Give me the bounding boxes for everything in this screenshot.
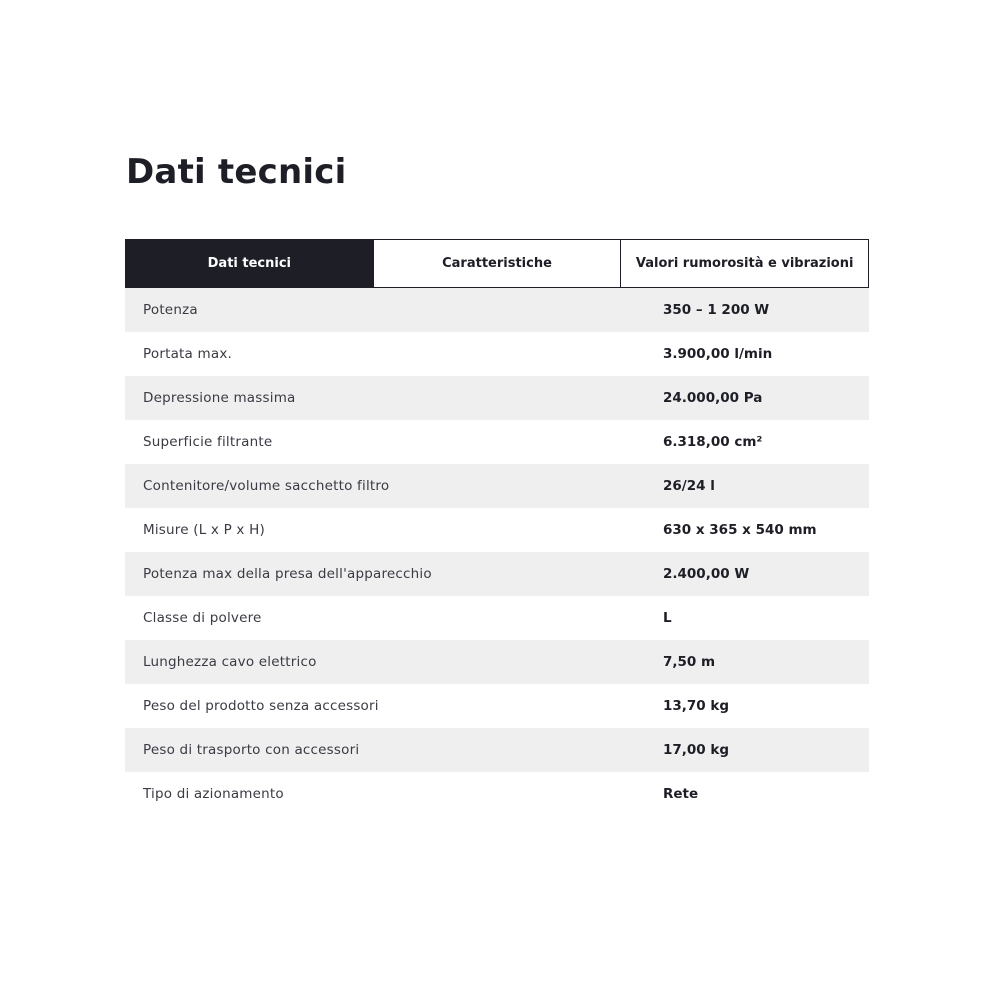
spec-label: Peso di trasporto con accessori [143, 742, 360, 758]
spec-value: 3.900,00 l/min [663, 346, 773, 362]
tab-bar [125, 239, 869, 288]
spec-value: 7,50 m [663, 654, 716, 670]
spec-label: Portata max. [143, 346, 232, 362]
page-title: Dati tecnici [126, 152, 347, 192]
spec-label: Potenza [143, 302, 198, 318]
spec-label: Potenza max della presa dell'apparecchio [143, 566, 432, 582]
spec-label: Classe di polvere [143, 610, 262, 626]
spec-value: 13,70 kg [663, 698, 730, 714]
spec-table [125, 288, 869, 816]
spec-value: 350 – 1 200 W [663, 302, 770, 318]
table-row [125, 772, 869, 816]
spec-value: 26/24 l [663, 478, 715, 494]
table-row [125, 596, 869, 640]
spec-label: Contenitore/volume sacchetto filtro [143, 478, 390, 494]
spec-value: 24.000,00 Pa [663, 390, 763, 406]
spec-value: 17,00 kg [663, 742, 730, 758]
table-row [125, 288, 869, 332]
table-row [125, 420, 869, 464]
tab-caratteristiche[interactable]: Caratteristiche [374, 239, 622, 288]
table-row [125, 508, 869, 552]
spec-label: Lunghezza cavo elettrico [143, 654, 317, 670]
tab-valori-rumorosita[interactable]: Valori rumorosità e vibrazioni [621, 239, 869, 288]
table-row [125, 640, 869, 684]
table-row [125, 684, 869, 728]
spec-value: Rete [663, 786, 699, 802]
spec-label: Peso del prodotto senza accessori [143, 698, 379, 714]
spec-label: Depressione massima [143, 390, 296, 406]
spec-value: 630 x 365 x 540 mm [663, 522, 817, 538]
table-row [125, 464, 869, 508]
tab-dati-tecnici[interactable]: Dati tecnici [125, 239, 374, 288]
table-row [125, 728, 869, 772]
spec-label: Tipo di azionamento [143, 786, 284, 802]
spec-value: 6.318,00 cm² [663, 434, 763, 450]
table-row [125, 376, 869, 420]
spec-label: Misure (L x P x H) [143, 522, 265, 538]
table-row [125, 332, 869, 376]
table-row [125, 552, 869, 596]
spec-value: 2.400,00 W [663, 566, 750, 582]
spec-value: L [663, 610, 672, 626]
spec-label: Superficie filtrante [143, 434, 273, 450]
